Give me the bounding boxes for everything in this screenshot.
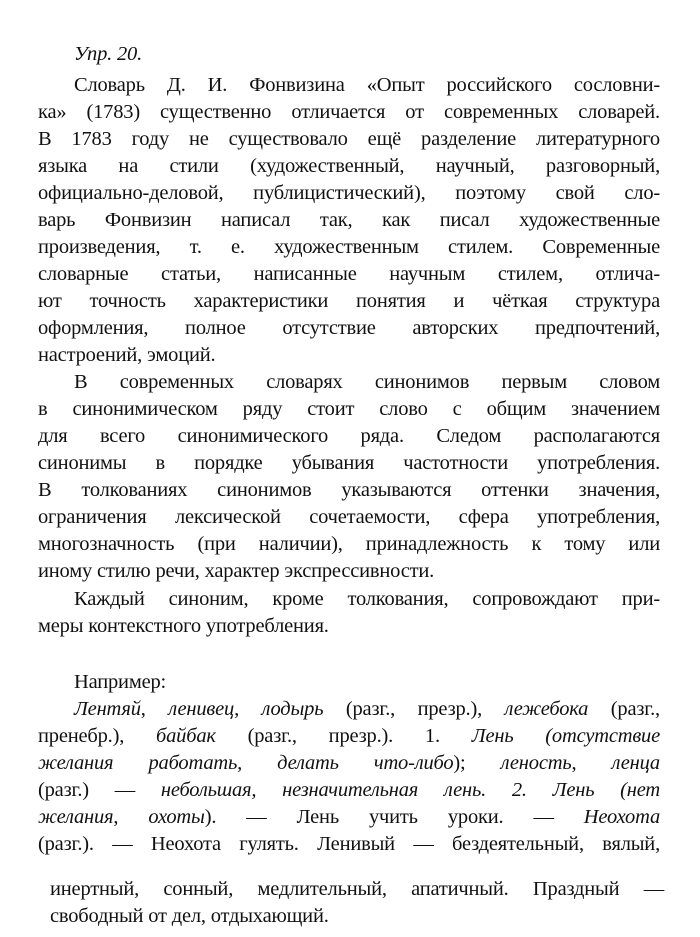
italic-term: байбак (156, 725, 216, 747)
paragraph-1-line: В 1783 году не существовало ещё разделение литературного (38, 128, 660, 150)
example-line (38, 777, 660, 804)
paragraph-1-line: оформления, полное отсутствие авторских предпочтений, (38, 317, 660, 339)
italic-term: леность (500, 752, 572, 774)
paragraph-2-line: в синонимическом ряду стоит слово с общим значением (38, 398, 660, 420)
paragraph-2-line: иному стилю речи, характер экспрессивности. (38, 560, 435, 582)
example-continuation-line: свободный от дел, отдыхающий. (50, 905, 329, 927)
paragraph-1-line: варь Фонвизин написал так, как писал художественные (38, 209, 660, 231)
example-label: Например: (74, 671, 167, 693)
paragraph-3-line: меры контекстного употребления. (38, 615, 329, 637)
italic-term: Лень (отсутствие (471, 725, 660, 747)
plain-text: (разг., (588, 698, 660, 720)
paragraph-3-line: Каждый синоним, кроме толкования, сопровождают при- (74, 588, 660, 610)
paragraph-1-line: произведения, т. е. художественным стилем. Современные (38, 236, 660, 258)
exercise-heading: Упр. 20. (74, 43, 142, 65)
example-continuation-line: инертный, сонный, медлительный, апатичный. Праздный — (50, 878, 664, 900)
paragraph-2-line: многозначность (при наличии), принадлежность к тому или (38, 533, 660, 555)
paragraph-1-line: Словарь Д. И. Фонвизина «Опыт российского сословни- (74, 74, 660, 96)
italic-term: желания (38, 806, 114, 828)
italic-term: желания работать, делать что-либо (38, 752, 454, 774)
example-line (74, 696, 660, 723)
example-line (38, 831, 660, 858)
italic-term: небольшая, незначительная лень. 2. Лень (нет (160, 779, 660, 801)
italic-term: Неохота (583, 806, 660, 828)
italic-term: ленивец (168, 698, 235, 720)
plain-text: ). — Лень учить уроки. — (204, 806, 584, 828)
paragraph-1-line: официально-деловой, публицистический), поэтому свой сло- (38, 182, 660, 204)
plain-text: (разг., презр.). 1. (215, 725, 472, 747)
paragraph-2-line: для всего синонимического ряда. Следом располагаются (38, 425, 660, 447)
paragraph-1-line: ка» (1783) существенно отличается от современных словарей. (38, 101, 660, 123)
plain-text: пренебр.), (38, 725, 156, 747)
paragraph-1-line: ют точность характеристики понятия и чёткая структура (38, 290, 660, 312)
plain-text: , (113, 806, 149, 828)
plain-text: , (140, 698, 169, 720)
paragraph-2-line: синонимы в порядке убывания частотности употребления. (38, 452, 660, 474)
plain-text: (разг.) — (38, 779, 161, 801)
paragraph-1-line: словарные статьи, написанные научным стилем, отлича- (38, 263, 660, 285)
italic-term: охоты (148, 806, 205, 828)
plain-text: ); (453, 752, 501, 774)
plain-text: (разг., презр.), (323, 698, 505, 720)
paragraph-2-line: В толкованиях синонимов указываются оттенки значения, (38, 479, 660, 501)
example-line (38, 804, 660, 831)
plain-text: (разг.). — Неохота гулять. Ленивый — бездеятельный, вялый, (38, 833, 660, 855)
italic-term: ленца (611, 752, 660, 774)
example-line (38, 723, 660, 750)
italic-term: лежебока (504, 698, 589, 720)
paragraph-2-line: ограничения лексической сочетаемости, сфера употребления, (38, 506, 660, 528)
paragraph-1-line: настроений, эмоций. (38, 344, 216, 366)
plain-text: , (571, 752, 612, 774)
italic-term: Лентяй (74, 698, 141, 720)
italic-term: лодырь (261, 698, 324, 720)
plain-text: , (234, 698, 262, 720)
example-line (38, 750, 660, 777)
paragraph-2-line: В современных словарях синонимов первым словом (74, 371, 660, 393)
paragraph-1-line: языка на стили (художественный, научный, разговорный, (38, 155, 660, 177)
